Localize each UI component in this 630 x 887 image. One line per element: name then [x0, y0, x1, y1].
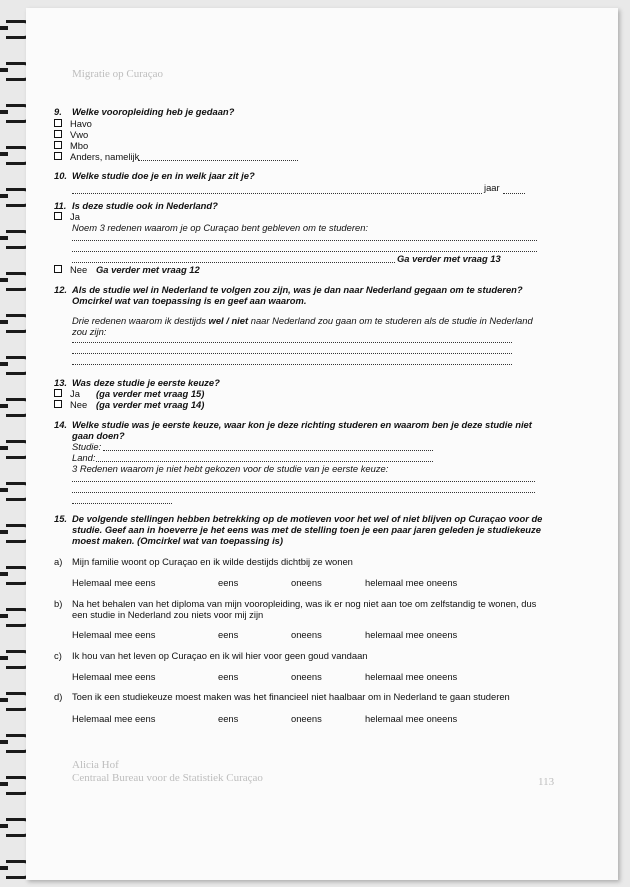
q15-question-line2: studie. Geef aan in hoeverre je het eens was met de stelling toen je een paar jaren geleden je studiekeuze	[72, 524, 541, 535]
q9-option-mbo[interactable]: Mbo	[54, 140, 88, 151]
q13-ja-note: (ga verder met vraag 15)	[96, 388, 205, 399]
q11-goto-12: Ga verder met vraag 12	[96, 264, 200, 275]
checkbox-icon[interactable]	[54, 389, 62, 397]
statement-b-text-line2: een studie in Nederland zou niets voor mij zijn	[72, 609, 264, 620]
statement-c-text: Ik hou van het leven op Curaçao en ik wil hier voor geen goud vandaan	[72, 650, 368, 661]
statement-a-label: a)	[54, 556, 63, 567]
running-header: Migratie op Curaçao	[72, 68, 164, 80]
footer-author: Alicia Hof	[72, 759, 119, 771]
statement-b-label: b)	[54, 598, 63, 609]
statement-b-helemaal-oneens[interactable]: helemaal mee oneens	[365, 629, 458, 640]
page-number: 113	[538, 776, 555, 788]
q15-question-line1: De volgende stellingen hebben betrekking op de motieven voor het wel of niet blijven op Curaçao voor de	[72, 513, 543, 524]
q14-number: 14.	[54, 419, 68, 430]
q9-option-anders[interactable]: Anders, namelijk	[54, 151, 139, 162]
q9-option-havo[interactable]: Havo	[54, 118, 92, 129]
q12-prompt-line2: zou zijn:	[72, 326, 107, 337]
q10-year-field[interactable]	[503, 193, 525, 194]
q14-reason-2-field[interactable]	[72, 492, 535, 493]
statement-a-helemaal-oneens[interactable]: helemaal mee oneens	[365, 577, 458, 588]
q11-reason-1-field[interactable]	[72, 240, 537, 241]
q15-question-line3: moest maken. (Omcirkel wat van toepassing is)	[72, 535, 284, 546]
q12-question-line2: Omcirkel wat van toepassing is en geef aan waarom.	[72, 295, 307, 306]
q15-number: 15.	[54, 513, 68, 524]
statement-d-eens[interactable]: eens	[218, 713, 239, 724]
q14-question-line2: gaan doen?	[72, 430, 125, 441]
statement-c-helemaal-eens[interactable]: Helemaal mee eens	[72, 671, 156, 682]
q13-option-nee[interactable]: Nee	[54, 399, 87, 410]
statement-d-helemaal-eens[interactable]: Helemaal mee eens	[72, 713, 156, 724]
checkbox-icon[interactable]	[54, 400, 62, 408]
statement-a-oneens[interactable]: oneens	[291, 577, 322, 588]
q14-reason-1-field[interactable]	[72, 481, 535, 482]
q11-goto-13: Ga verder met vraag 13	[397, 253, 501, 264]
statement-c-oneens[interactable]: oneens	[291, 671, 322, 682]
q13-nee-note: (ga verder met vraag 14)	[96, 399, 205, 410]
q12-question-line1: Als de studie wel in Nederland te volgen zou zijn, was je dan naar Nederland gegaan om te studeren?	[72, 284, 523, 295]
q14-studie-field[interactable]	[103, 450, 433, 451]
checkbox-icon[interactable]	[54, 130, 62, 138]
q13-option-ja[interactable]: Ja	[54, 388, 80, 399]
q12-reason-2-field[interactable]	[72, 353, 512, 354]
statement-b-text-line1: Na het behalen van het diploma van mijn vooropleiding, was ik er nog niet aan toe om zelfstandig te wonen, dus	[72, 598, 537, 609]
statement-a-text: Mijn familie woont op Curaçao en ik wilde destijds dichtbij ze wonen	[72, 556, 353, 567]
q13-question: Was deze studie je eerste keuze?	[72, 377, 220, 388]
q14-reason-3-field[interactable]	[72, 503, 172, 504]
q11-question: Is deze studie ook in Nederland?	[72, 200, 218, 211]
q11-option-ja[interactable]: Ja	[54, 211, 80, 222]
checkbox-icon[interactable]	[54, 119, 62, 127]
q11-number: 11.	[54, 200, 67, 211]
statement-b-eens[interactable]: eens	[218, 629, 239, 640]
statement-b-helemaal-eens[interactable]: Helemaal mee eens	[72, 629, 156, 640]
q14-land-label: Land:	[72, 452, 96, 463]
q9-option-vwo[interactable]: Vwo	[54, 129, 88, 140]
questionnaire-page	[26, 8, 618, 880]
q12-number: 12.	[54, 284, 68, 295]
q11-reason-3-field[interactable]	[72, 262, 395, 263]
footer-organization: Centraal Bureau voor de Statistiek Curaçao	[72, 772, 263, 784]
statement-c-label: c)	[54, 650, 62, 661]
q11-reason-2-field[interactable]	[72, 251, 537, 252]
q14-reasons-prompt: 3 Redenen waarom je niet hebt gekozen voor de studie van je eerste keuze:	[72, 463, 389, 474]
q10-year-label: jaar	[484, 182, 500, 193]
q14-studie-label: Studie:	[72, 441, 102, 452]
statement-b-oneens[interactable]: oneens	[291, 629, 322, 640]
statement-d-oneens[interactable]: oneens	[291, 713, 322, 724]
q9-number: 9.	[54, 106, 62, 117]
statement-a-eens[interactable]: eens	[218, 577, 239, 588]
checkbox-icon[interactable]	[54, 141, 62, 149]
q13-number: 13.	[54, 377, 68, 388]
statement-d-text: Toen ik een studiekeuze moest maken was het financieel niet haalbaar om in Nederland te gaan studeren	[72, 691, 510, 702]
q10-question: Welke studie doe je en in welk jaar zit je?	[72, 170, 255, 181]
q14-question-line1: Welke studie was je eerste keuze, waar kon je deze richting studeren en waarom ben je deze studie niet	[72, 419, 532, 430]
q14-land-field[interactable]	[96, 461, 433, 462]
q9-question: Welke vooropleiding heb je gedaan?	[72, 106, 235, 117]
q12-reason-1-field[interactable]	[72, 342, 512, 343]
statement-d-label: d)	[54, 691, 63, 702]
q12-reason-3-field[interactable]	[72, 364, 512, 365]
statement-a-helemaal-eens[interactable]: Helemaal mee eens	[72, 577, 156, 588]
checkbox-icon[interactable]	[54, 152, 62, 160]
statement-c-eens[interactable]: eens	[218, 671, 239, 682]
checkbox-icon[interactable]	[54, 212, 62, 220]
q10-study-field[interactable]	[72, 193, 482, 194]
q12-prompt-line1: Drie redenen waarom ik destijds wel / niet naar Nederland zou gaan om te studeren als de studie in Nederland	[72, 315, 533, 326]
q11-option-nee[interactable]: Nee	[54, 264, 87, 275]
statement-c-helemaal-oneens[interactable]: helemaal mee oneens	[365, 671, 458, 682]
q9-anders-field[interactable]	[138, 160, 298, 161]
q11-prompt: Noem 3 redenen waarom je op Curaçao bent gebleven om te studeren:	[72, 222, 369, 233]
statement-d-helemaal-oneens[interactable]: helemaal mee oneens	[365, 713, 458, 724]
checkbox-icon[interactable]	[54, 265, 62, 273]
q12-wel-niet-choice[interactable]: wel / niet	[208, 315, 249, 326]
q10-number: 10.	[54, 170, 68, 181]
